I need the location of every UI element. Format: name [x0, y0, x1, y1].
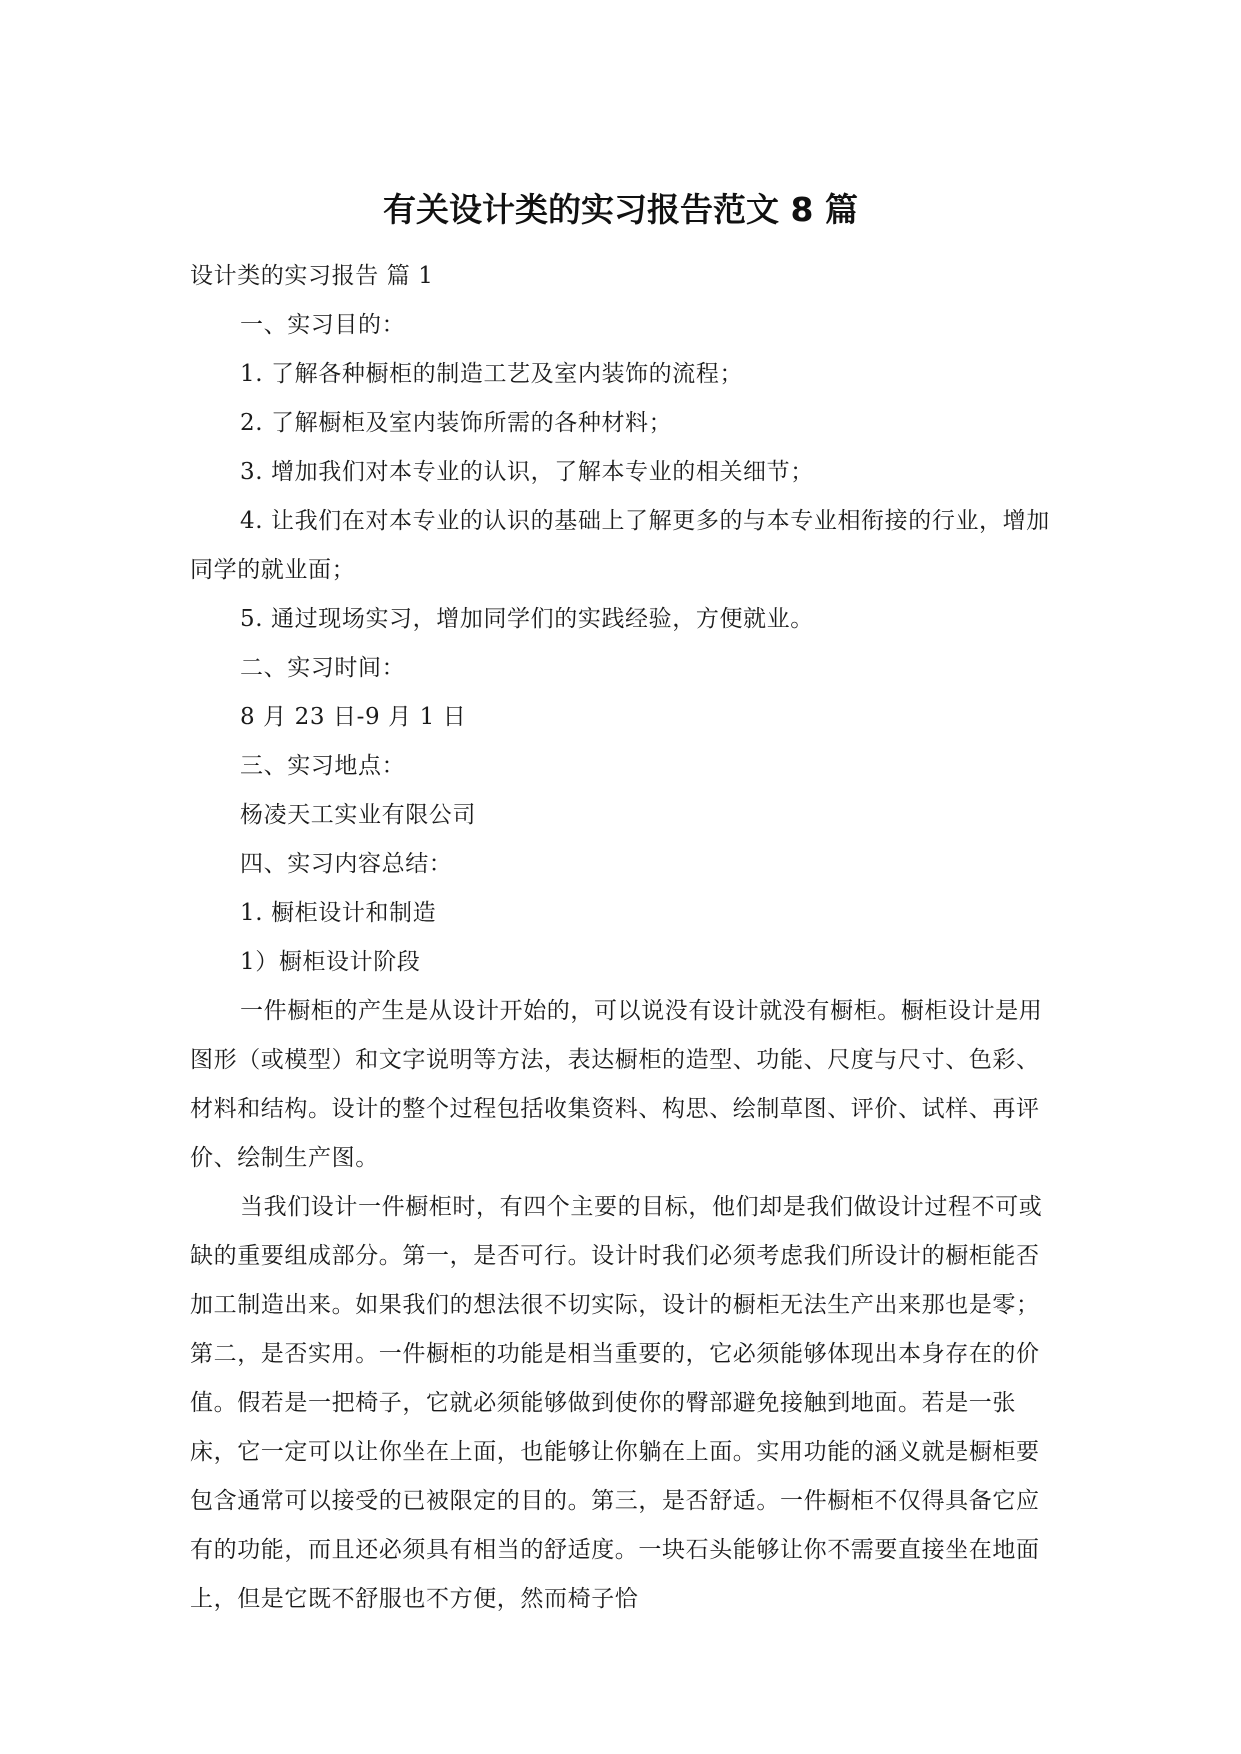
list-item: 1. 橱柜设计和制造	[240, 900, 437, 926]
list-item: 1. 了解各种橱柜的制造工艺及室内装饰的流程；	[240, 361, 744, 387]
date-range: 8 月 23 日-9 月 1 日	[240, 704, 467, 730]
subheading-summary: 四、实习内容总结：	[240, 851, 453, 877]
section-heading: 设计类的实习报告 篇 1	[190, 263, 434, 289]
document-body	[190, 252, 1060, 1624]
subheading-location: 三、实习地点：	[240, 753, 406, 779]
subheading-time: 二、实习时间：	[240, 655, 406, 681]
document-title: 有关设计类的实习报告范文 8 篇	[383, 190, 858, 229]
list-item: 4. 让我们在对本专业的认识的基础上了解更多的与本专业相衔接的行业，增加同学的就业面；	[190, 508, 1050, 583]
subheading-purpose: 一、实习目的：	[240, 312, 406, 338]
company-name: 杨凌天工实业有限公司	[240, 802, 476, 828]
body-paragraph: 当我们设计一件橱柜时，有四个主要的目标，他们却是我们做设计过程不可或缺的重要组成部分。第一，是否可行。设计时我们必须考虑我们所设计的橱柜能否加工制造出来。如果我们的想法很不切实际，设计的橱柜无法生产出来那也是零；第二，是否实用。一件橱柜的功能是相当重要的，它必须能够体现出本身存在的价值。假若是一把椅子，它就必须能够做到使你的臀部避免接触到地面。若是一张床，它一定可以让你坐在上面，也能够让你躺在上面。实用功能的涵义就是橱柜要包含通常可以接受的已被限定的目的。第三，是否舒适。一件橱柜不仅得具备它应有的功能，而且还必须具有相当的舒适度。一块石头能够让你不需要直接坐在地面上，但是它既不舒服也不方便，然而椅子恰	[190, 1194, 1043, 1612]
list-item: 3. 增加我们对本专业的认识，了解本专业的相关细节；	[240, 459, 814, 485]
list-item: 5. 通过现场实习，增加同学们的实践经验，方便就业。	[240, 606, 814, 632]
list-item: 1）橱柜设计阶段	[240, 949, 421, 975]
list-item: 2. 了解橱柜及室内装饰所需的各种材料；	[240, 410, 673, 436]
body-paragraph: 一件橱柜的产生是从设计开始的，可以说没有设计就没有橱柜。橱柜设计是用图形（或模型）和文字说明等方法，表达橱柜的造型、功能、尺度与尺寸、色彩、材料和结构。设计的整个过程包括收集资料、构思、绘制草图、评价、试样、再评价、绘制生产图。	[190, 998, 1043, 1171]
